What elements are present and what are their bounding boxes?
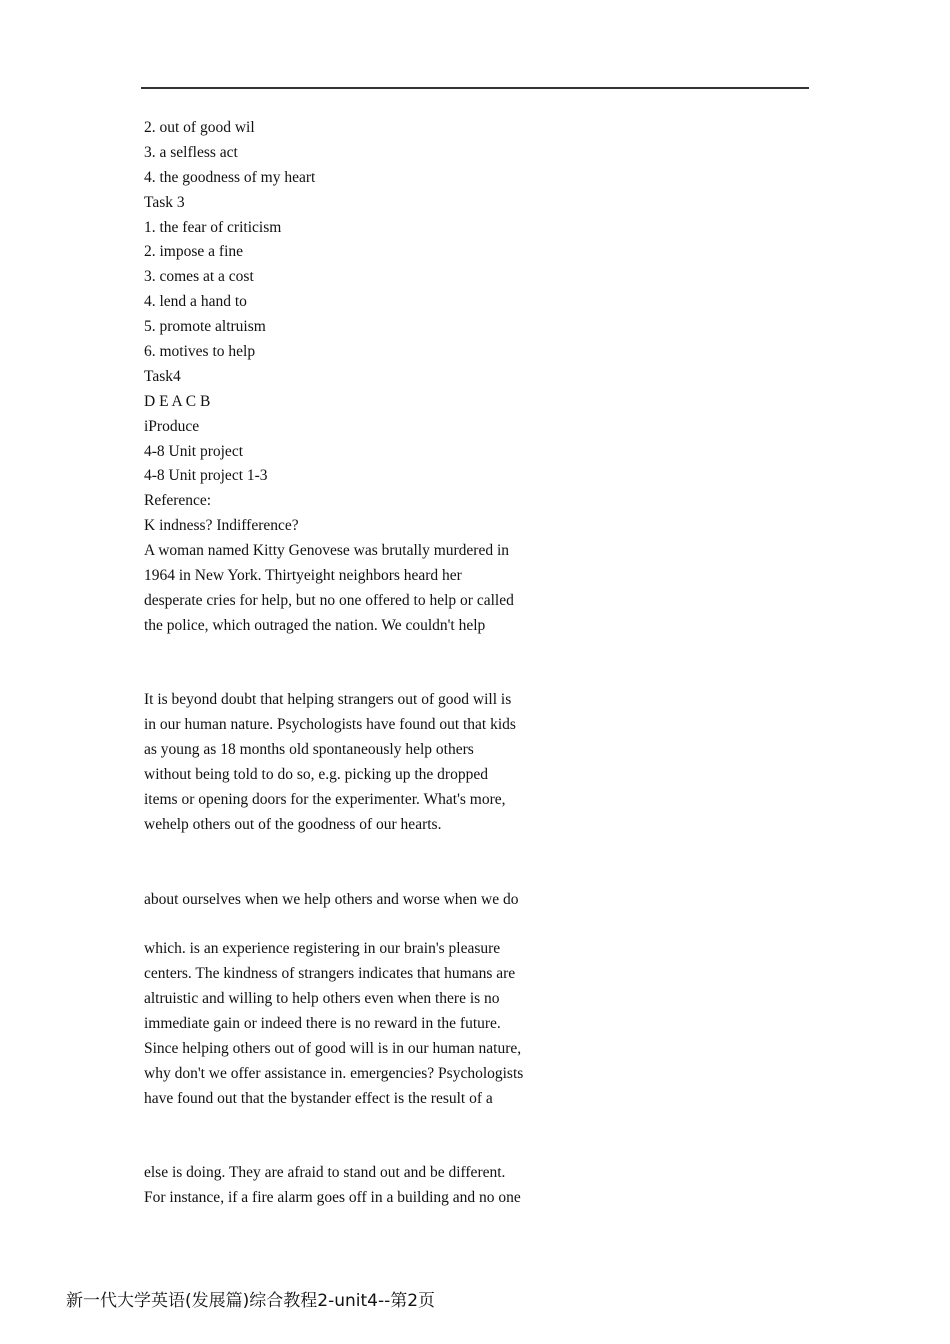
text-line: 4. lend a hand to [144, 293, 247, 311]
page-footer: 新一代大学英语(发展篇)综合教程2-unit4--第2页 [66, 1291, 436, 1311]
text-line: 4-8 Unit project 1-3 [144, 467, 268, 485]
reference-label: Reference: [144, 492, 212, 510]
blank-line [144, 1112, 564, 1137]
blank-line [144, 913, 564, 938]
text-line: 2. impose a fine [144, 243, 244, 261]
text-line: else is doing. They are afraid to stand out and be different. [144, 1164, 506, 1182]
header-rule [141, 87, 809, 89]
text-line: 1. the fear of criticism [144, 218, 282, 236]
text-line: 2. out of good wil [144, 119, 255, 136]
text-line: immediate gain or indeed there is no reward in the future. [144, 1015, 501, 1033]
text-line: why don't we offer assistance in. emergencies? Psychologists [144, 1064, 524, 1082]
text-line: without being told to do so, e.g. picking up the dropped [144, 766, 488, 784]
text-line: which. is an experience registering in our brain's pleasure [144, 940, 501, 958]
section-heading-task3: Task 3 [144, 193, 185, 211]
blank-line [144, 838, 564, 863]
blank-line [144, 1137, 564, 1162]
blank-line [144, 863, 564, 888]
text-line: 3. comes at a cost [144, 268, 254, 286]
blank-line [144, 664, 564, 689]
essay-title: K indness? Indifference? [144, 517, 299, 535]
section-heading-task4: Task4 [144, 367, 181, 385]
text-line: have found out that the bystander effect is the result of a [144, 1089, 493, 1107]
text-line: altruistic and willing to help others even when there is no [144, 990, 500, 1008]
section-heading-iproduce: iProduce [144, 417, 200, 435]
text-line: the police, which outraged the nation. We couldn't help [144, 616, 486, 634]
text-line: 4-8 Unit project [144, 442, 244, 460]
text-line: Since helping others out of good will is in our human nature, [144, 1039, 522, 1057]
text-line: For instance, if a fire alarm goes off in a building and no one [144, 1189, 521, 1207]
text-line: items or opening doors for the experimenter. What's more, [144, 791, 506, 809]
text-line: 3. a selfless act [144, 143, 238, 161]
text-line: 4. the goodness of my heart [144, 168, 316, 186]
text-line: in our human nature. Psychologists have found out that kids [144, 716, 516, 734]
text-line: It is beyond doubt that helping strangers out of good will is [144, 691, 512, 709]
text-line: desperate cries for help, but no one offered to help or called [144, 591, 514, 609]
text-line: about ourselves when we help others and worse when we do [144, 890, 519, 908]
text-line: 1964 in New York. Thirtyeight neighbors heard her [144, 567, 462, 585]
text-line: wehelp others out of the goodness of our hearts. [144, 815, 442, 833]
text-line: centers. The kindness of strangers indicates that humans are [144, 965, 516, 983]
document-body [144, 116, 564, 1211]
text-line: 5. promote altruism [144, 318, 266, 336]
answer-key: D E A C B [144, 392, 211, 410]
text-line: as young as 18 months old spontaneously help others [144, 741, 474, 759]
text-line: 6. motives to help [144, 343, 256, 361]
text-line: A woman named Kitty Genovese was brutally murdered in [144, 542, 510, 560]
blank-line [144, 639, 564, 664]
